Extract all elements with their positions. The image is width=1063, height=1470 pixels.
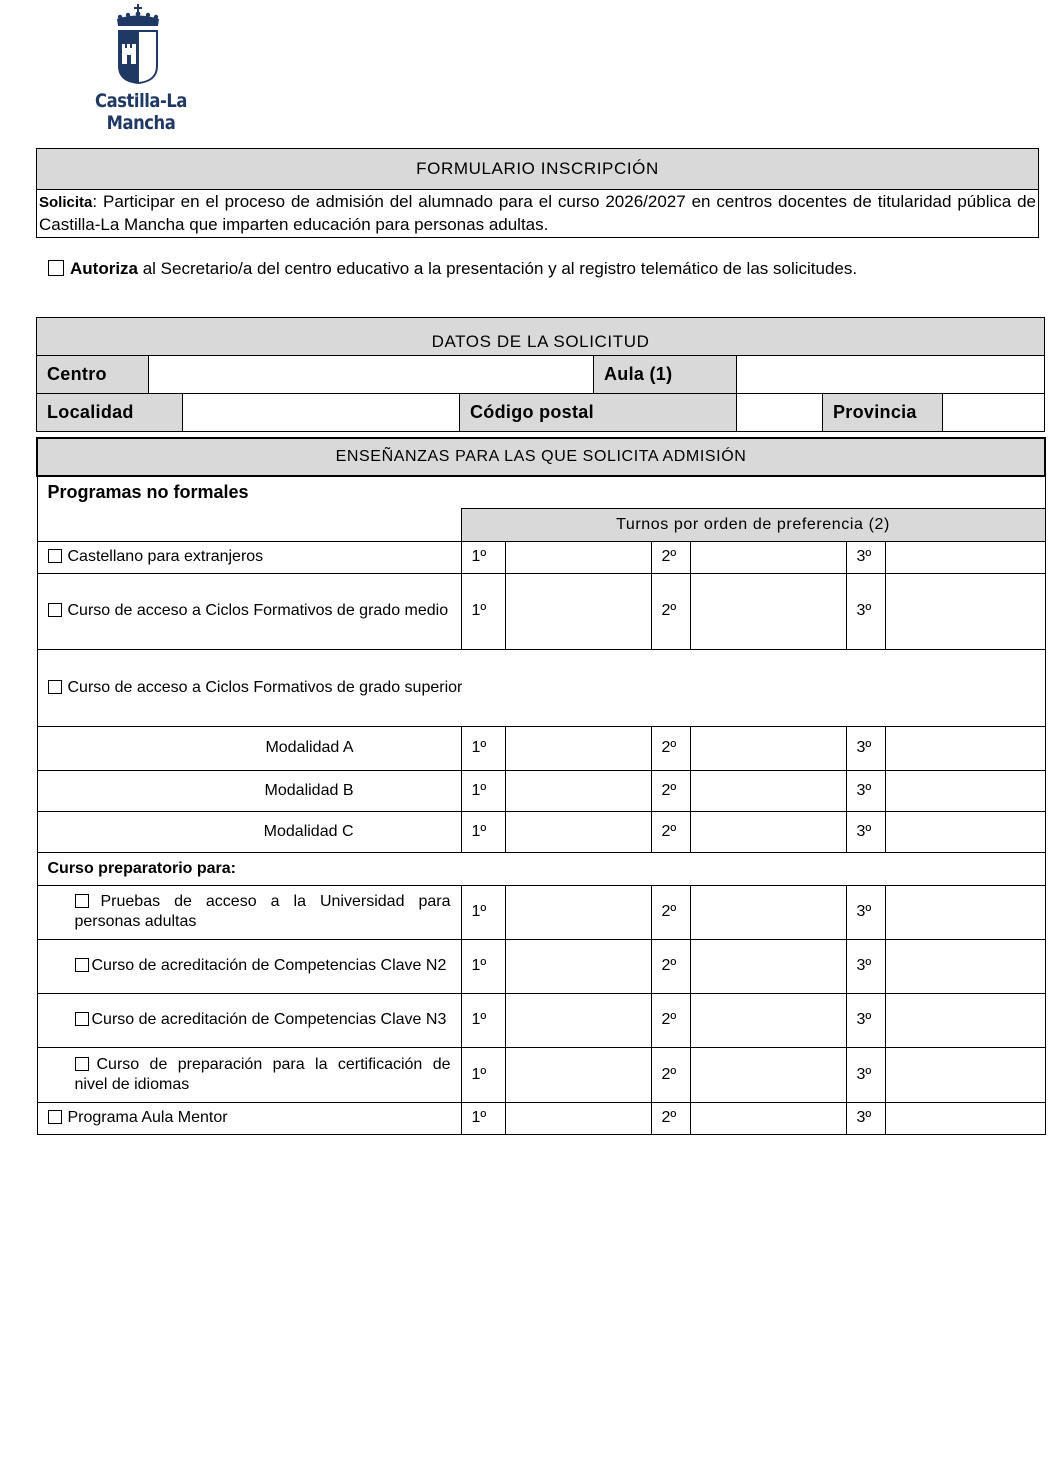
aula-mentor-label: Programa Aula Mentor (67, 1109, 228, 1126)
idiomas-option (37, 1047, 461, 1102)
turno-1-field[interactable] (505, 726, 651, 770)
ordinal-1: 1º (461, 939, 505, 993)
ordinal-1: 1º (461, 726, 505, 770)
turno-1-field[interactable] (505, 1047, 651, 1102)
ordinal-1: 1º (461, 811, 505, 852)
turno-3-field[interactable] (885, 541, 1045, 573)
preparatorio-heading: Curso preparatorio para: (37, 852, 1045, 885)
ordinal-3: 3º (846, 811, 885, 852)
turno-1-field[interactable] (505, 993, 651, 1047)
aula-label: Aula (1) (594, 356, 737, 394)
turno-1-field[interactable] (505, 885, 651, 939)
authorization-checkbox[interactable] (48, 260, 64, 276)
form-header-table (36, 148, 1039, 238)
table-row (37, 993, 1045, 1047)
ordinal-3: 3º (846, 885, 885, 939)
table-row (37, 770, 1045, 811)
centro-field[interactable] (149, 356, 594, 394)
ordinal-2: 2º (651, 1102, 690, 1134)
ordinal-3: 3º (846, 541, 885, 573)
ordinal-1: 1º (461, 573, 505, 649)
ordinal-3: 3º (846, 939, 885, 993)
ensenanzas-table (36, 437, 1046, 1135)
ordinal-2: 2º (651, 1047, 690, 1102)
castellano-option (37, 541, 461, 573)
ordinal-2: 2º (651, 726, 690, 770)
idiomas-checkbox[interactable] (75, 1057, 89, 1071)
turno-2-field[interactable] (690, 939, 846, 993)
turno-1-field[interactable] (505, 573, 651, 649)
authorization-row (48, 259, 857, 279)
universidad-checkbox[interactable] (75, 894, 89, 908)
ordinal-2: 2º (651, 885, 690, 939)
grado-medio-checkbox[interactable] (48, 603, 62, 617)
ordinal-1: 1º (461, 1102, 505, 1134)
aula-mentor-checkbox[interactable] (48, 1110, 62, 1124)
datos-solicitud-table (36, 317, 1045, 432)
ordinal-2: 2º (651, 541, 690, 573)
turno-2-field[interactable] (690, 726, 846, 770)
turnos-heading: Turnos por orden de preferencia (2) (461, 508, 1045, 541)
ordinal-3: 3º (846, 573, 885, 649)
aula-mentor-option (37, 1102, 461, 1134)
grado-medio-label: Curso de acceso a Ciclos Formativos de grado medio (67, 602, 449, 619)
turno-2-field[interactable] (690, 811, 846, 852)
turno-2-field[interactable] (690, 1102, 846, 1134)
ordinal-2: 2º (651, 939, 690, 993)
turno-3-field[interactable] (885, 726, 1045, 770)
table-row (37, 573, 1045, 649)
turno-3-field[interactable] (885, 1047, 1045, 1102)
ordinal-3: 3º (846, 1047, 885, 1102)
turno-2-field[interactable] (690, 770, 846, 811)
codigo-postal-field[interactable] (737, 394, 823, 432)
datos-title-text: DATOS DE LA SOLICITUD (431, 332, 650, 351)
solicita-text: : Participar en el proceso de admisión del alumnado para el curso 2026/2027 en centros docentes de titularidad pública de Castilla-La Mancha que imparten educación para personas adultas. (39, 192, 1036, 234)
turno-3-field[interactable] (885, 573, 1045, 649)
turno-3-field[interactable] (885, 993, 1045, 1047)
ordinal-1: 1º (461, 541, 505, 573)
provincia-label: Provincia (823, 394, 943, 432)
form-title: FORMULARIO INSCRIPCIÓN (37, 149, 1039, 190)
localidad-field[interactable] (183, 394, 460, 432)
competencias-n2-checkbox[interactable] (75, 958, 89, 972)
table-row (37, 541, 1045, 573)
competencias-n2-label: Curso de acreditación de Competencias Clave N2 (91, 957, 447, 974)
turno-1-field[interactable] (505, 939, 651, 993)
turno-2-field[interactable] (690, 573, 846, 649)
ordinal-1: 1º (461, 770, 505, 811)
turno-2-field[interactable] (690, 541, 846, 573)
turno-2-field[interactable] (690, 993, 846, 1047)
modalidad-b-label: Modalidad B (37, 770, 461, 811)
turno-3-field[interactable] (885, 811, 1045, 852)
authorization-text: al Secretario/a del centro educativo a la presentación y al registro telemático de las solicitudes. (138, 259, 858, 278)
grado-superior-checkbox[interactable] (48, 680, 62, 694)
castilla-la-mancha-logo (56, 4, 226, 134)
competencias-n3-label: Curso de acreditación de Competencias Clave N3 (91, 1011, 447, 1028)
ordinal-3: 3º (846, 770, 885, 811)
coat-of-arms-icon (56, 4, 226, 88)
competencias-n3-checkbox[interactable] (75, 1012, 89, 1026)
table-row (37, 1102, 1045, 1134)
ordinal-1: 1º (461, 885, 505, 939)
turno-3-field[interactable] (885, 1102, 1045, 1134)
programas-heading: Programas no formales (37, 476, 1045, 508)
castellano-label: Castellano para extranjeros (67, 548, 264, 565)
ordinal-3: 3º (846, 993, 885, 1047)
table-row (37, 1047, 1045, 1102)
codigo-postal-label: Código postal (460, 394, 737, 432)
datos-title (37, 318, 1045, 356)
ensenanzas-title: ENSEÑANZAS PARA LAS QUE SOLICITA ADMISIÓN (37, 438, 1045, 476)
ordinal-1: 1º (461, 993, 505, 1047)
centro-label: Centro (37, 356, 149, 394)
turno-3-field[interactable] (885, 939, 1045, 993)
aula-field[interactable] (737, 356, 1045, 394)
provincia-field[interactable] (943, 394, 1045, 432)
localidad-label: Localidad (37, 394, 183, 432)
turno-3-field[interactable] (885, 770, 1045, 811)
turno-2-field[interactable] (690, 885, 846, 939)
competencias-n3-option (37, 993, 461, 1047)
modalidad-c-label: Modalidad C (37, 811, 461, 852)
universidad-label: Pruebas de acceso a la Universidad para personas adultas (74, 893, 451, 930)
castellano-checkbox[interactable] (48, 549, 62, 563)
authorization-bold: Autoriza (70, 259, 138, 278)
idiomas-label: Curso de preparación para la certificación de nivel de idiomas (74, 1055, 451, 1093)
ordinal-2: 2º (651, 811, 690, 852)
turno-1-field[interactable] (505, 770, 651, 811)
grado-medio-option (37, 573, 461, 649)
ordinal-2: 2º (651, 993, 690, 1047)
turno-2-field[interactable] (690, 1047, 846, 1102)
table-row (37, 885, 1045, 939)
ordinal-3: 3º (846, 726, 885, 770)
table-row (37, 649, 1045, 726)
solicita-label: Solicita (39, 194, 93, 211)
turno-1-field[interactable] (505, 811, 651, 852)
table-row (37, 811, 1045, 852)
turno-1-field[interactable] (505, 541, 651, 573)
modalidad-a-label: Modalidad A (37, 726, 461, 770)
turno-1-field[interactable] (505, 1102, 651, 1134)
table-row (37, 852, 1045, 885)
competencias-n2-option (37, 939, 461, 993)
grado-superior-label: Curso de acceso a Ciclos Formativos de grado superior (67, 678, 463, 696)
logo-text: Castilla-La Mancha (95, 90, 187, 134)
ordinal-1: 1º (461, 1047, 505, 1102)
table-row (37, 939, 1045, 993)
ordinal-2: 2º (651, 573, 690, 649)
turno-3-field[interactable] (885, 885, 1045, 939)
ordinal-2: 2º (651, 770, 690, 811)
table-row (37, 726, 1045, 770)
solicita-cell (37, 190, 1039, 238)
grado-superior-option (37, 649, 1045, 726)
ordinal-3: 3º (846, 1102, 885, 1134)
turnos-spacer (37, 508, 461, 541)
universidad-option (37, 885, 461, 939)
